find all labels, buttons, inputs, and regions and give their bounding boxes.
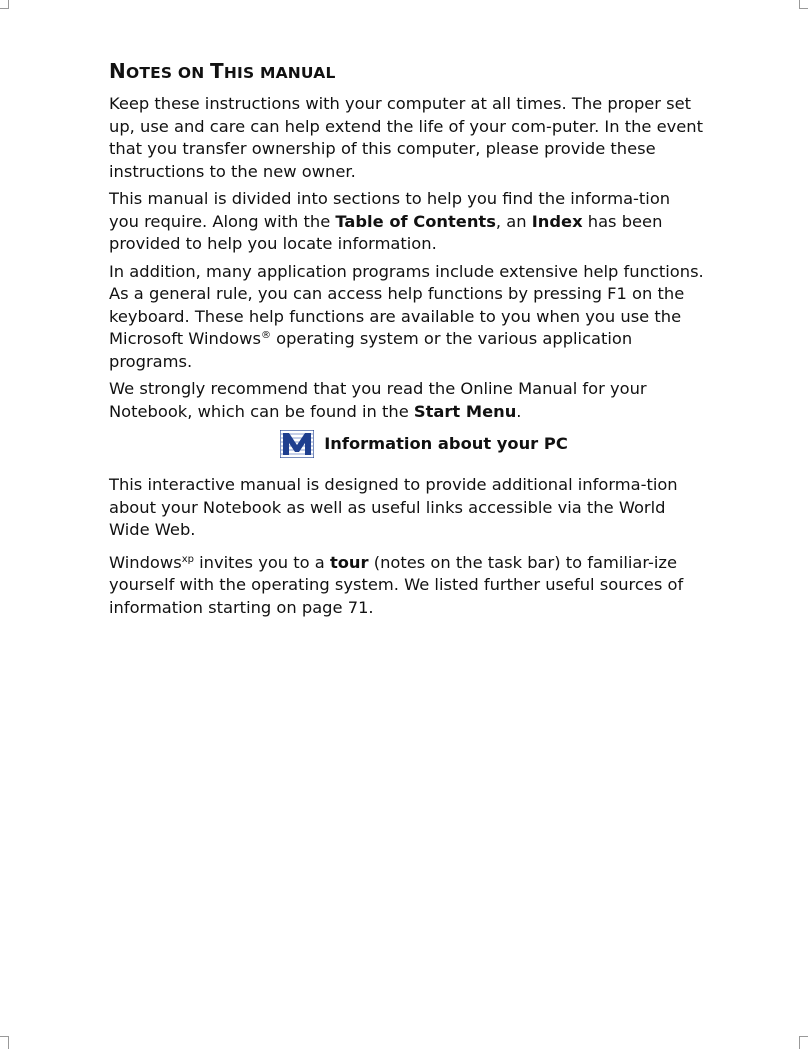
crop-mark-bottom-right xyxy=(799,1036,808,1049)
paragraph-manual-sections: This manual is divided into sections to help you find the informa-tion you require. Along with the Table of Contents, an Index has been provided to help you locate information. xyxy=(109,189,671,253)
paragraph-keep-instructions: Keep these instructions with your computer at all times. The proper set up, use and care can help extend the life of your com-puter. In the event that you transfer ownership of this computer, please provide these instructions to the new owner. xyxy=(109,94,703,181)
paragraph-interactive-manual: This interactive manual is designed to provide additional informa-tion about your Notebook as well as useful links accessible via the World Wide Web. xyxy=(109,475,678,539)
index-text: Index xyxy=(531,211,583,231)
info-section-title: Information about your PC xyxy=(324,433,568,453)
crop-mark-top-left xyxy=(0,0,9,9)
section-heading: NOTES ON THIS MANUAL xyxy=(109,59,336,83)
info-section-header xyxy=(143,428,705,460)
medion-m-icon xyxy=(280,430,314,458)
xp-superscript: xp xyxy=(181,553,194,565)
crop-mark-top-right xyxy=(799,0,808,9)
start-menu-text: Start Menu xyxy=(413,401,517,421)
registered-mark: ® xyxy=(260,330,271,341)
crop-mark-bottom-left xyxy=(0,1036,9,1049)
table-of-contents-text: Table of Contents xyxy=(335,211,496,231)
paragraph-help-functions: In addition, many application programs include extensive help functions. As a general rule, you can access help functions by pressing F1 on the keyboard. These help functions are available to you when you use the Microsoft Windows® operating system or the various application programs. xyxy=(109,261,704,371)
paragraph-online-manual: We strongly recommend that you read the Online Manual for your Notebook, which can be found in the Start Menu. xyxy=(109,379,647,421)
manual-page-content xyxy=(109,56,705,624)
tour-text: tour xyxy=(329,552,369,572)
paragraph-windows-tour: Windows$^{xp}$ invites you to a tour (notes on the task bar) to familiar-ize yourself with the operating system. We listed further useful sources of information starting on page 71. xyxy=(109,552,684,617)
